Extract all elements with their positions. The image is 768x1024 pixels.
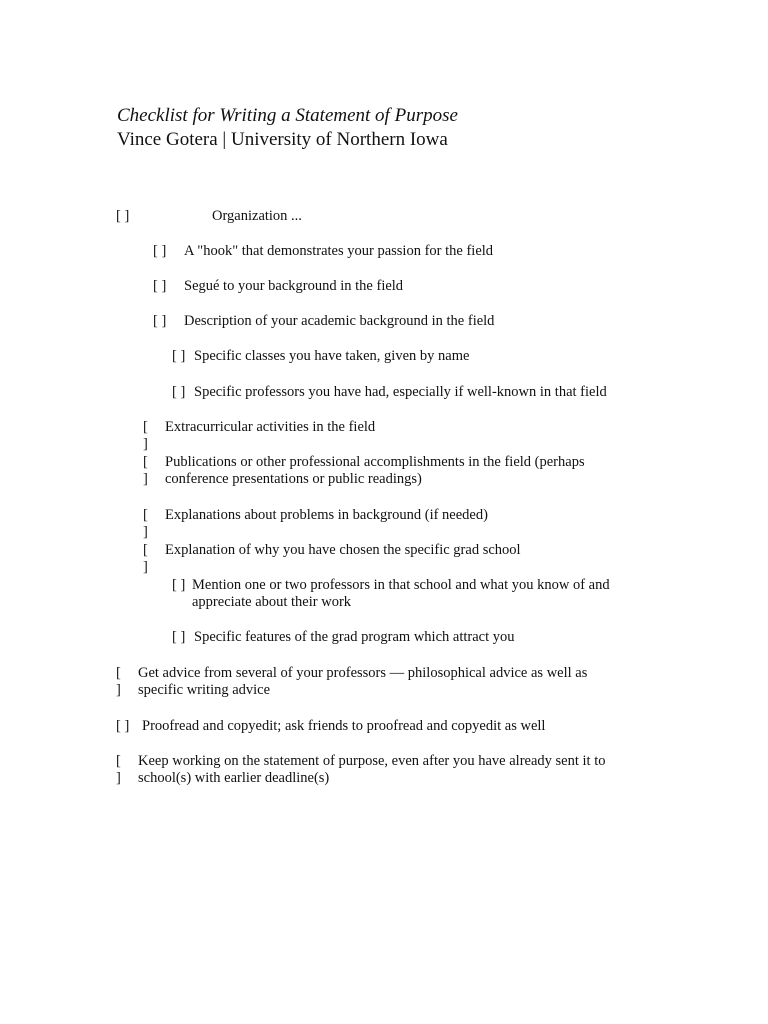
checklist-item-text: Segué to your background in the field: [184, 278, 404, 294]
checkbox[interactable]: [ ]: [172, 577, 186, 593]
checklist-item-text: Organization ...: [212, 208, 302, 224]
checklist-item-text: Extracurricular activities in the field: [165, 419, 376, 435]
checklist-item-text: Mention one or two professors in that school and what you know of and appreciate about their work: [192, 577, 610, 610]
checkbox[interactable]: [ ]: [172, 629, 186, 645]
checkbox-close[interactable]: ]: [143, 471, 148, 487]
checklist-item-text: Get advice from several of your professors — philosophical advice as well as specific writing advice: [138, 665, 588, 698]
checkbox[interactable]: [ ]: [172, 348, 186, 364]
checklist-item-text: Description of your academic background in the field: [184, 313, 495, 329]
document-title: Checklist for Writing a Statement of Purpose: [117, 105, 458, 126]
checkbox-close[interactable]: ]: [143, 436, 148, 452]
document-subtitle: Vince Gotera | University of Northern Iowa: [117, 129, 448, 150]
checkbox-open[interactable]: [: [143, 454, 148, 470]
checklist-item-text: A "hook" that demonstrates your passion for the field: [184, 243, 494, 259]
checkbox-close[interactable]: ]: [143, 559, 148, 575]
checkbox[interactable]: [ ]: [153, 278, 167, 294]
checkbox-open[interactable]: [: [143, 542, 148, 558]
checkbox-open[interactable]: [: [116, 665, 121, 681]
checklist-item-text: Proofread and copyedit; ask friends to proofread and copyedit as well: [142, 718, 546, 734]
checklist-item-text: Specific classes you have taken, given by name: [194, 348, 470, 364]
checkbox[interactable]: [ ]: [116, 718, 130, 734]
checkbox-open[interactable]: [: [143, 507, 148, 523]
checkbox-close[interactable]: ]: [116, 682, 121, 698]
checkbox[interactable]: [ ]: [153, 243, 167, 259]
checkbox[interactable]: [ ]: [153, 313, 167, 329]
checkbox-open[interactable]: [: [116, 753, 121, 769]
checkbox[interactable]: [ ]: [172, 384, 186, 400]
checkbox-open[interactable]: [: [143, 419, 148, 435]
checklist-item-text: Specific features of the grad program which attract you: [194, 629, 515, 645]
checkbox-close[interactable]: ]: [143, 524, 148, 540]
checklist-item-text: Specific professors you have had, especially if well-known in that field: [194, 384, 607, 400]
checklist-item-text: Explanation of why you have chosen the specific grad school: [165, 542, 521, 558]
checkbox[interactable]: [ ]: [116, 208, 130, 224]
checklist-item-text: Explanations about problems in background (if needed): [165, 507, 488, 523]
checklist-item-text: Keep working on the statement of purpose, even after you have already sent it to school(s) with earlier deadline(s): [138, 753, 606, 786]
checklist-item-text: Publications or other professional accomplishments in the field (perhaps conference presentations or public readings): [165, 454, 585, 487]
checkbox-close[interactable]: ]: [116, 770, 121, 786]
